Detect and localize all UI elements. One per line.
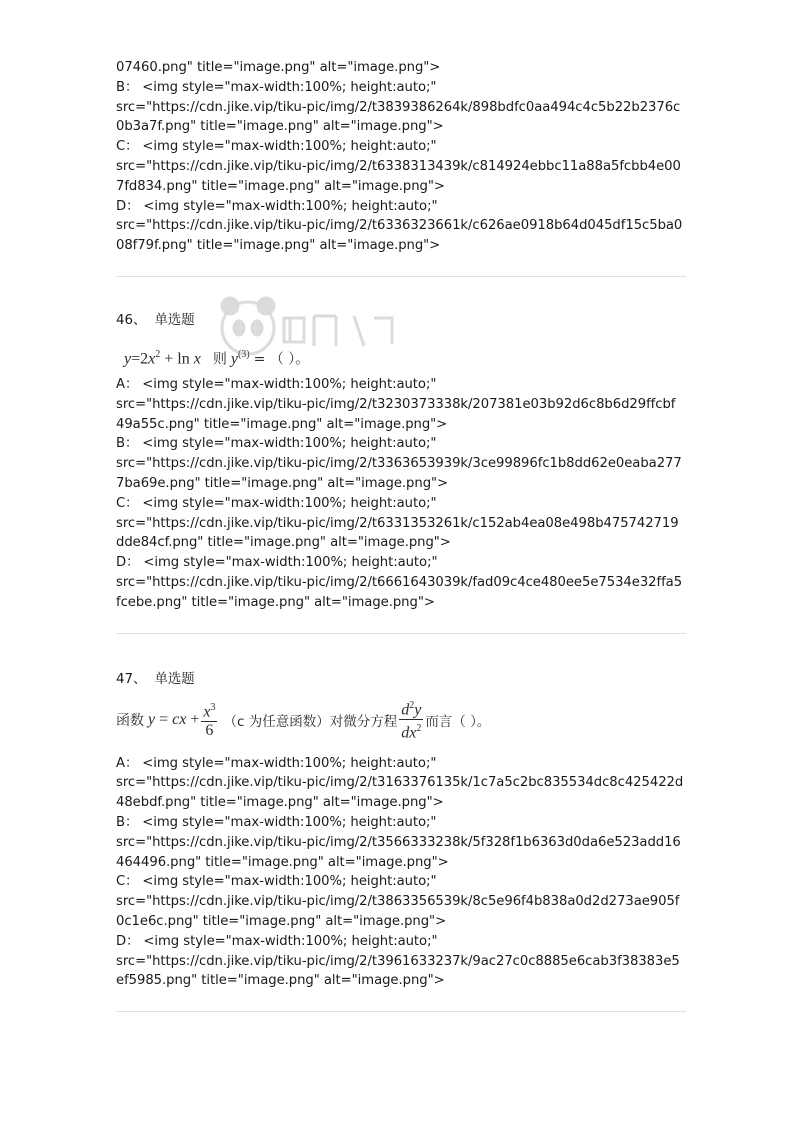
text-line: 08f79f.png" title="image.png" alt="image.png">: [116, 238, 441, 254]
text-line: B： <img style="max-width:100%; height:auto;": [116, 79, 437, 95]
text-line: src="https://cdn.jike.vip/tiku-pic/img/2/t6331353261k/c152ab4ea08e498b475742719: [116, 515, 679, 531]
formula-exp: 2: [155, 348, 161, 360]
formula-exp: 2: [416, 723, 422, 735]
formula-text: + ln: [164, 350, 190, 368]
text-line: src="https://cdn.jike.vip/tiku-pic/img/2/t3839386264k/898bdfc0aa494c4c5b22b2376c: [116, 99, 681, 115]
question-46: [116, 311, 686, 613]
text-line: 7fd834.png" title="image.png" alt="image.png">: [116, 178, 445, 194]
text-line: src="https://cdn.jike.vip/tiku-pic/img/2/t3230373338k/207381e03b92d6c8b6d29ffcbf: [116, 396, 676, 412]
text-line: B： <img style="max-width:100%; height:auto;": [116, 814, 437, 830]
text-line: A： <img style="max-width:100%; height:auto;": [116, 755, 437, 771]
question-type: 单选题: [154, 671, 195, 687]
question-formula: [116, 696, 686, 744]
formula-var: y: [230, 350, 238, 368]
formula-var: x: [148, 350, 156, 368]
formula-var: x: [193, 350, 201, 368]
question-number: 47、: [116, 671, 147, 687]
formula-var: x: [203, 703, 211, 721]
formula-fraction: [399, 697, 423, 743]
formula-var: d: [401, 701, 410, 719]
formula-var: y: [414, 701, 422, 719]
text-line: D： <img style="max-width:100%; height:auto;": [116, 198, 438, 214]
text-line: D： <img style="max-width:100%; height:auto;": [116, 555, 438, 571]
text-line: ef5985.png" title="image.png" alt="image.png">: [116, 973, 445, 989]
formula-var: y: [148, 710, 156, 728]
text-line: src="https://cdn.jike.vip/tiku-pic/img/2/t3363653939k/3ce99896fc1b8dd62e0eaba277: [116, 456, 682, 472]
formula-exp: 2: [409, 699, 415, 711]
text-line: src="https://cdn.jike.vip/tiku-pic/img/2/t3863356539k/8c5e96f4b838a0d2d273ae905f: [116, 894, 680, 910]
document-page: [116, 58, 686, 1012]
text-line: src="https://cdn.jike.vip/tiku-pic/img/2/t3961633237k/9ac27c0c8885e6cab3f38383e5: [116, 953, 680, 969]
text-line: 0c1e6c.png" title="image.png" alt="image.png">: [116, 913, 447, 929]
formula-text: =2: [131, 350, 149, 368]
text-line: C： <img style="max-width:100%; height:auto;": [116, 139, 437, 155]
text-line: 48ebdf.png" title="image.png" alt="image.png">: [116, 795, 444, 811]
question-number: 46、: [116, 312, 147, 328]
formula-text: 函数: [116, 712, 144, 729]
text-line: C： <img style="max-width:100%; height:auto;": [116, 495, 437, 511]
formula-var: cx: [172, 710, 187, 728]
text-line: src="https://cdn.jike.vip/tiku-pic/img/2/t6338313439k/c814924ebbc11a88a5fcbb4e00: [116, 158, 681, 174]
q45-options-continued: [116, 58, 686, 256]
question-formula: [124, 341, 686, 369]
formula-text: +: [190, 710, 200, 728]
text-line: 49a55c.png" title="image.png" alt="image.png">: [116, 416, 448, 432]
formula-var: y: [124, 350, 132, 368]
formula-text: 6: [205, 722, 214, 740]
q47-options: [116, 754, 686, 992]
formula-exp: (3): [237, 348, 250, 360]
text-line: src="https://cdn.jike.vip/tiku-pic/img/2/t3566333238k/5f328f1b6363d0da6e523add16: [116, 834, 681, 850]
formula-text: 则: [212, 351, 227, 368]
formula-exp: 3: [210, 701, 216, 713]
question-header: [116, 670, 686, 690]
formula-text: = （ ）。: [253, 351, 310, 368]
text-line: 0b3a7f.png" title="image.png" alt="image.png">: [116, 119, 444, 135]
formula-text: =: [159, 710, 169, 728]
divider: [116, 276, 686, 277]
text-line: D： <img style="max-width:100%; height:auto;": [116, 933, 438, 949]
text-line: 464496.png" title="image.png" alt="image.png">: [116, 854, 449, 870]
formula-text: （c 为任意函数）对微分方程: [223, 713, 398, 730]
text-line: src="https://cdn.jike.vip/tiku-pic/img/2/t6336323661k/c626ae0918b64d045df15c5ba0: [116, 218, 683, 234]
text-line: 7ba69e.png" title="image.png" alt="image.png">: [116, 475, 449, 491]
q46-options: [116, 375, 686, 613]
divider: [116, 633, 686, 634]
text-line: C： <img style="max-width:100%; height:auto;": [116, 874, 437, 890]
text-line: 07460.png" title="image.png" alt="image.png">: [116, 60, 441, 75]
divider: [116, 1011, 686, 1012]
question-47: [116, 670, 686, 992]
question-header: [116, 311, 686, 331]
text-line: src="https://cdn.jike.vip/tiku-pic/img/2/t6661643039k/fad09c4ce480ee5e7534e32ffa5: [116, 574, 683, 590]
formula-var: dx: [401, 724, 417, 742]
text-line: src="https://cdn.jike.vip/tiku-pic/img/2/t3163376135k/1c7a5c2bc835534dc8c425422d: [116, 775, 684, 791]
text-line: A： <img style="max-width:100%; height:auto;": [116, 376, 437, 392]
text-line: B： <img style="max-width:100%; height:auto;": [116, 436, 437, 452]
text-line: dde84cf.png" title="image.png" alt="image.png">: [116, 535, 451, 551]
formula-text: 而言（ ）。: [425, 713, 491, 730]
question-type: 单选题: [154, 312, 195, 328]
formula-fraction: [201, 699, 217, 740]
text-line: fcebe.png" title="image.png" alt="image.png">: [116, 594, 435, 610]
